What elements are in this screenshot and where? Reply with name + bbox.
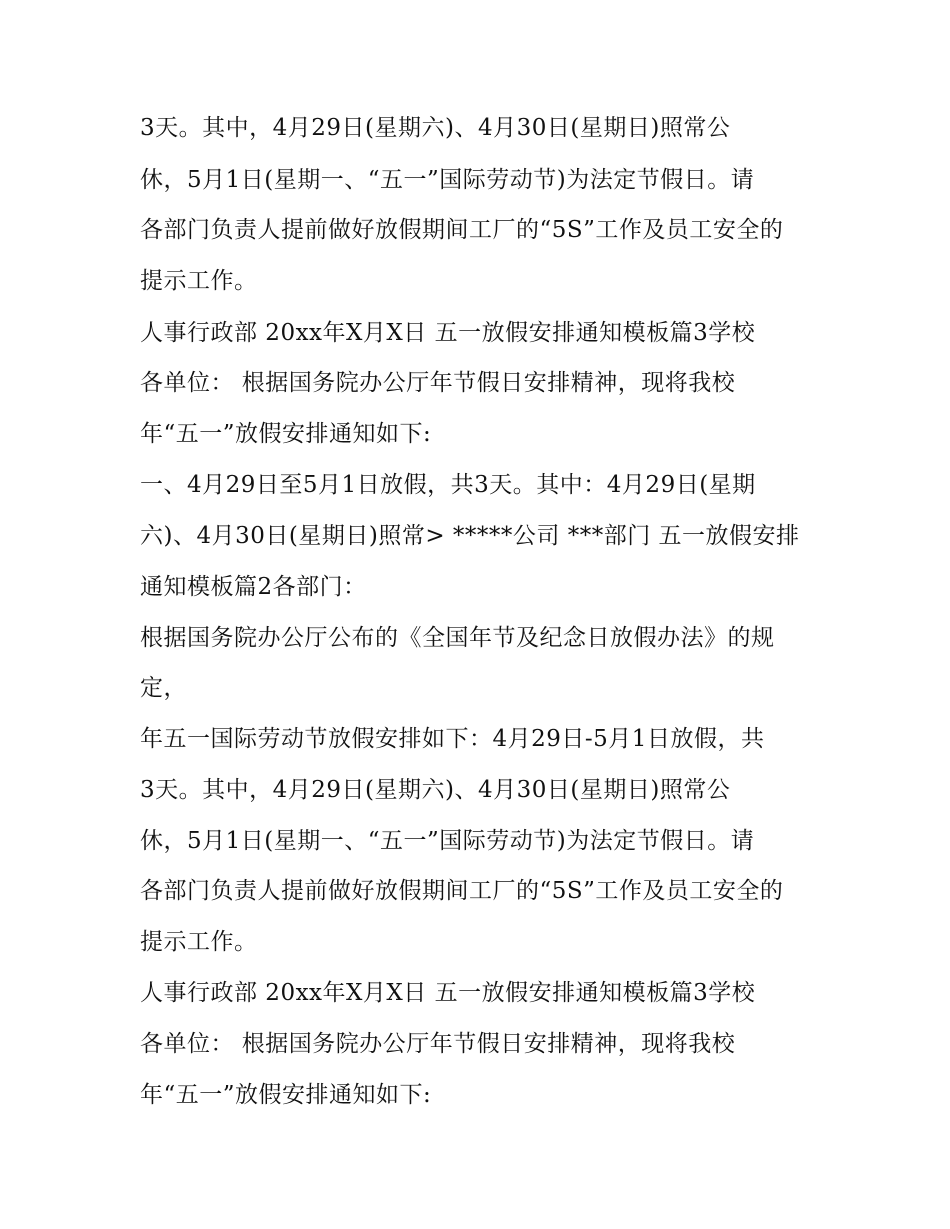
text-line: 3天。其中，4月29日(星期六)、4月30日(星期日)照常公: [140, 115, 731, 141]
text-line: 年“五一”放假安排通知如下:: [140, 421, 432, 447]
text-line: 年“五一”放假安排通知如下:: [140, 1082, 432, 1108]
text-line: 休，5月1日(星期一、“五一”国际劳动节)为法定节假日。请: [140, 167, 755, 193]
text-line: 提示工作。: [140, 929, 258, 955]
text-line: 根据国务院办公厅公布的《全国年节及纪念日放假办法》的规: [140, 625, 775, 651]
text-line: 人事行政部 20xx年X月X日 五一放假安排通知模板篇3学校: [140, 320, 756, 346]
text-line: 各单位： 根据国务院办公厅年节假日安排精神，现将我校: [140, 1031, 736, 1057]
text-line: 提示工作。: [140, 268, 258, 294]
text-line: 各部门负责人提前做好放假期间工厂的“5S”工作及员工安全的: [140, 217, 784, 243]
text-line: 各部门负责人提前做好放假期间工厂的“5S”工作及员工安全的: [140, 878, 784, 904]
text-line: 年五一国际劳动节放假安排如下：4月29日-5月1日放假，共: [140, 726, 765, 752]
text-line: 休，5月1日(星期一、“五一”国际劳动节)为法定节假日。请: [140, 828, 755, 854]
text-line: 人事行政部 20xx年X月X日 五一放假安排通知模板篇3学校: [140, 980, 756, 1006]
text-line: 六)、4月30日(星期日)照常> *****公司 ***部门 五一放假安排: [140, 523, 800, 549]
text-line: 各单位： 根据国务院办公厅年节假日安排精神，现将我校: [140, 370, 736, 396]
text-line: 一、4月29日至5月1日放假，共3天。其中：4月29日(星期: [140, 472, 756, 498]
text-line: 3天。其中，4月29日(星期六)、4月30日(星期日)照常公: [140, 777, 731, 803]
text-line: 定，: [140, 675, 187, 701]
text-line: 通知模板篇2各部门：: [140, 574, 367, 600]
